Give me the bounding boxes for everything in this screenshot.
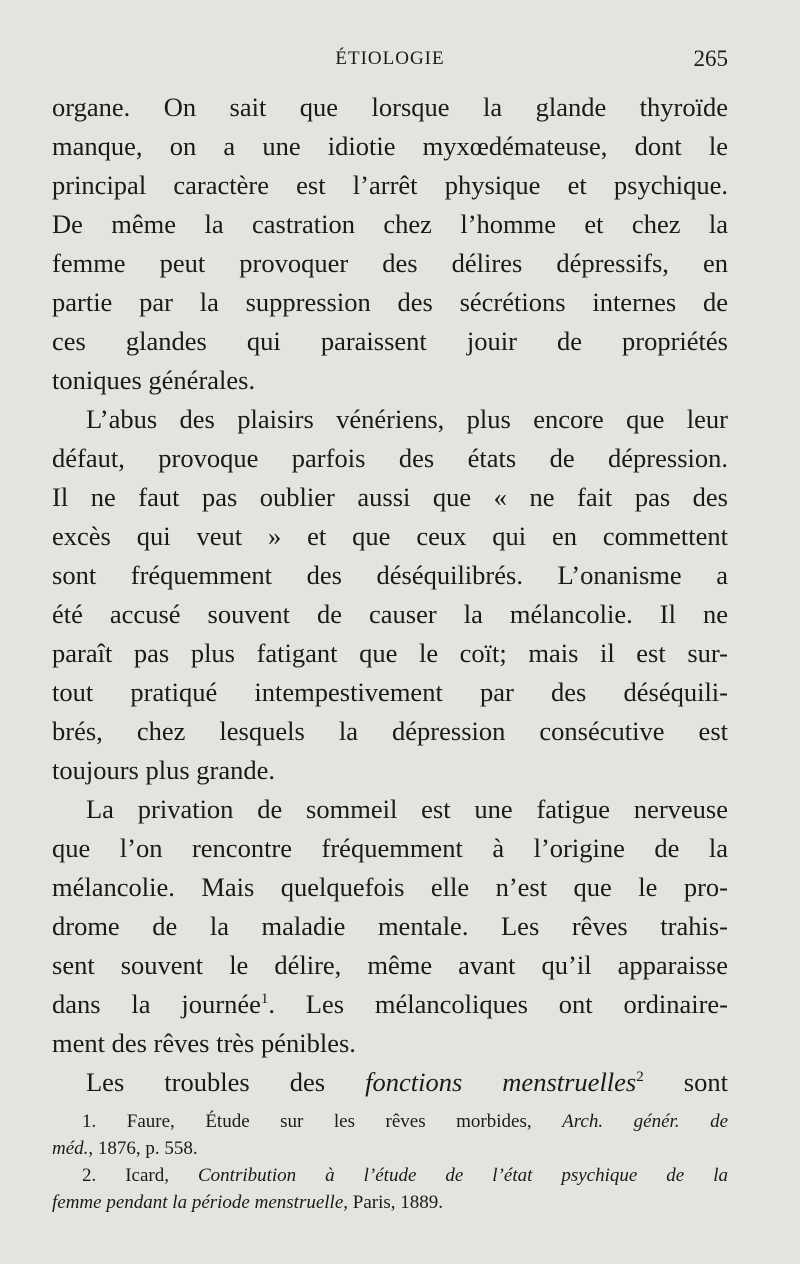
text-line: défaut, provoque parfois des états de dépression. [52,443,728,473]
text-line: paraît pas plus fatigant que le coït; mais il est sur- [52,638,728,668]
text-line: Il ne faut pas oublier aussi que « ne fait pas des [52,482,728,512]
footnote-1-cont: méd., 1876, p. 558. [52,1138,198,1159]
text-line: toujours plus grande. [52,755,276,785]
text-line: partie par la suppression des sécrétions internes de [52,287,728,317]
text-line: brés, chez lesquels la dépression consécutive est [52,716,728,746]
text-line: mélancolie. Mais quelquefois elle n’est que le pro- [52,872,728,902]
footnote-2: 2. Icard, Contribution à l’étude de l’état psychique de la [82,1165,728,1186]
text-line: sont fréquemment des déséquilibrés. L’onanisme a [52,560,728,590]
text-line: sent souvent le délire, même avant qu’il apparaisse [52,950,728,980]
paragraph-start-line: La privation de sommeil est une fatigue nerveuse [86,794,728,824]
footnotes [52,1108,728,1216]
text-line: excès qui veut » et que ceux qui en commettent [52,521,728,551]
chapter-title: ÉTIOLOGIE [335,48,445,69]
text-line: été accusé souvent de causer la mélancolie. Il ne [52,599,728,629]
emphasis-text: fonctions menstruelles [365,1067,637,1097]
body-text [52,88,728,1102]
text-line: drome de la maladie mentale. Les rêves trahis- [52,911,728,941]
footnote-ref-1[interactable]: 1 [260,991,269,1008]
running-header [52,44,728,76]
text-line: De même la castration chez l’homme et chez la [52,209,728,239]
text-line: tout pratiqué intempestivement par des déséquili- [52,677,728,707]
text-line: manque, on a une idiotie myxœdémateuse, dont le [52,131,728,161]
paragraph-start-line: Les troubles des fonctions menstruelles$^2$ sont [86,1067,728,1097]
paragraph-start-line: L’abus des plaisirs vénériens, plus encore que leur [86,404,728,434]
text-line: principal caractère est l’arrêt physique et psychique. [52,170,728,200]
text-line: organe. On sait que lorsque la glande thyroïde [52,92,728,122]
page-number: 265 [693,46,728,71]
footnote-ref-2[interactable]: 2 [636,1069,644,1086]
text-line: femme peut provoquer des délires dépressifs, en [52,248,728,278]
text-line: ment des rêves très pénibles. [52,1028,356,1058]
text-line: que l’on rencontre fréquemment à l’origine de la [52,833,728,863]
text-line: toniques générales. [52,365,256,395]
footnote-1: 1. Faure, Étude sur les rêves morbides, Arch. génér. de [82,1111,728,1132]
text-line: ces glandes qui paraissent jouir de propriétés [52,326,728,356]
footnote-2-cont: femme pendant la période menstruelle, Paris, 1889. [52,1192,444,1213]
text-line: dans la journée$^1$. Les mélancoliques ont ordinaire- [52,989,728,1019]
